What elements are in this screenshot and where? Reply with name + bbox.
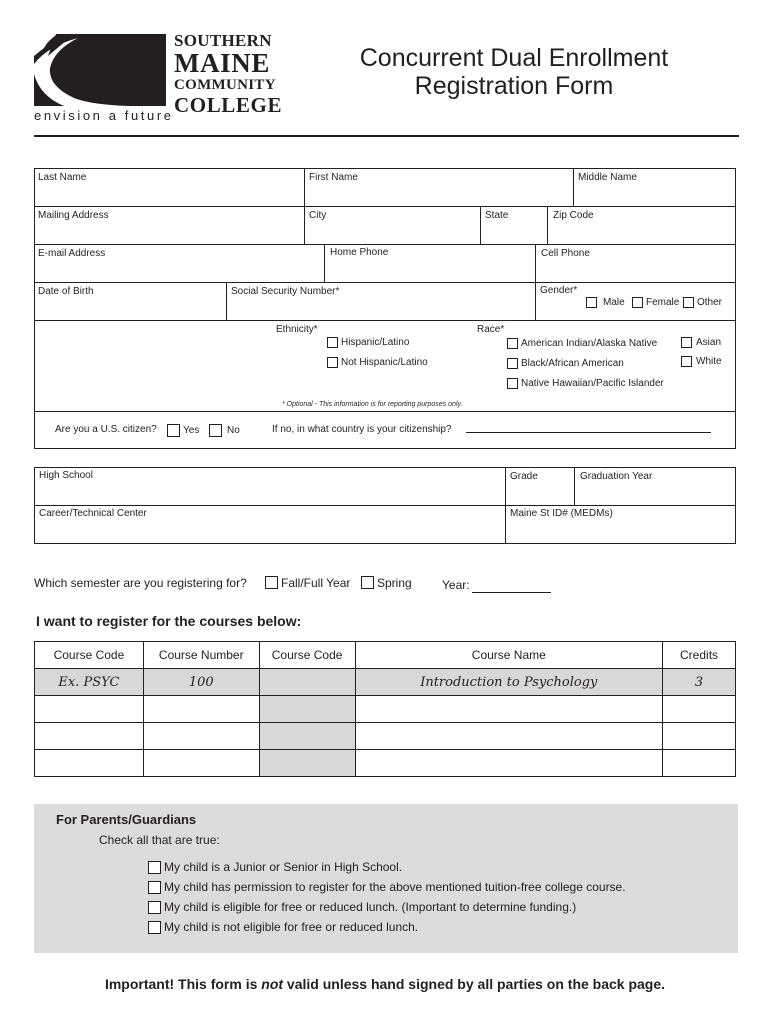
permission-checkbox[interactable] [148,881,161,894]
divider [480,206,481,244]
course-code-cell[interactable] [35,750,144,777]
credits-cell[interactable] [663,723,736,750]
divider [304,168,305,206]
race-native-checkbox[interactable] [507,338,518,349]
parents-heading: For Parents/Guardians [56,812,197,827]
divider [34,320,736,321]
citizen-no-label: No [227,425,240,436]
last-name-field[interactable]: Last Name [38,172,87,183]
important-notice [34,976,736,992]
example-code-2 [259,669,355,696]
course-code-cell[interactable] [35,723,144,750]
course-code-2-cell [259,723,355,750]
hispanic-label: Hispanic/Latino [341,337,410,348]
year-label: Year: [442,578,470,592]
race-white-checkbox[interactable] [681,356,692,367]
course-name-cell[interactable] [355,696,663,723]
example-row [35,669,736,696]
junior-senior-checkbox[interactable] [148,861,161,874]
email-field[interactable]: E-mail Address [38,248,106,259]
ethnicity-label: Ethnicity* [276,324,318,335]
divider [34,282,736,283]
gender-label: Gender* [540,285,578,296]
mailing-address-field[interactable]: Mailing Address [38,210,109,221]
divider [34,505,736,506]
course-number-cell[interactable] [143,696,259,723]
divider [573,168,574,206]
courses-heading: I want to register for the courses below: [36,613,302,629]
career-center-field[interactable]: Career/Technical Center [39,508,147,519]
not-eligible-lunch-checkbox[interactable] [148,921,161,934]
logo-line-maine: MAINE [174,48,270,78]
divider [505,467,506,544]
col-credits: Credits [663,642,736,669]
divider [535,244,536,282]
course-code-2-cell [259,696,355,723]
other-checkbox[interactable] [683,297,694,308]
example-number: 100 [143,669,259,696]
cell-phone-field[interactable]: Cell Phone [541,248,590,259]
home-phone-field[interactable]: Home Phone [330,247,389,258]
race-hawaiian-checkbox[interactable] [507,378,518,389]
citizen-no-checkbox[interactable] [209,424,222,437]
course-name-cell[interactable] [355,750,663,777]
optional-note: * Optional - This information is for reporting purposes only. [282,401,463,408]
col-course-name: Course Name [355,642,663,669]
male-checkbox[interactable] [586,297,597,308]
credits-cell[interactable] [663,696,736,723]
example-code: Ex. PSYC [35,669,144,696]
zip-code-field[interactable]: Zip Code [553,210,594,221]
table-row [35,750,736,777]
page-title [344,44,684,100]
dob-field[interactable]: Date of Birth [38,286,94,297]
college-logo-mark [34,34,166,106]
divider [535,282,536,320]
not-hispanic-checkbox[interactable] [327,357,338,368]
race-label: Race* [477,324,505,335]
spring-label: Spring [377,576,412,590]
divider [34,244,736,245]
col-course-code: Course Code [35,642,144,669]
example-name: Introduction to Psychology [355,669,663,696]
title-line-2: Registration Form [414,72,614,100]
col-course-number: Course Number [143,642,259,669]
year-field[interactable] [472,592,551,593]
first-name-field[interactable]: First Name [309,172,358,183]
citizenship-country-field[interactable] [466,432,711,433]
female-label: Female [646,297,680,308]
other-label: Other [697,297,723,308]
grade-field[interactable]: Grade [510,471,538,482]
notice-post: valid unless hand signed by all parties on the back page. [283,976,666,992]
fall-label: Fall/Full Year [281,576,351,590]
middle-name-field[interactable]: Middle Name [578,172,637,183]
citizen-yes-checkbox[interactable] [167,424,180,437]
divider [547,206,548,244]
credits-cell[interactable] [663,750,736,777]
state-field[interactable]: State [485,210,509,221]
race-hawaiian-label: Native Hawaiian/Pacific Islander [521,378,664,389]
divider [324,244,325,282]
semester-question: Which semester are you registering for? [34,576,247,590]
logo-line-southern: SOUTHERN [174,31,272,50]
divider [574,467,575,505]
logo-line-community: COMMUNITY [174,77,276,93]
maine-id-field[interactable]: Maine St ID# (MEDMs) [510,508,613,519]
hispanic-checkbox[interactable] [327,337,338,348]
parent-item-label: My child has permission to register for the above mentioned tuition-free college course. [164,880,626,894]
spring-checkbox[interactable] [361,576,374,589]
race-black-label: Black/African American [521,358,624,369]
parent-item-label: My child is eligible for free or reduced lunch. (Important to determine funding.) [164,900,577,914]
col-course-code-2: Course Code [259,642,355,669]
course-code-2-cell [259,750,355,777]
female-checkbox[interactable] [632,297,643,308]
race-white-label: White [696,356,722,367]
parent-item-label: My child is not eligible for free or reduced lunch. [164,920,419,934]
title-line-1: Concurrent Dual Enrollment [359,44,669,72]
race-black-checkbox[interactable] [507,358,518,369]
example-credits: 3 [663,669,736,696]
fall-checkbox[interactable] [265,576,278,589]
table-header-row [35,642,736,669]
table-row [35,696,736,723]
citizen-question: Are you a U.S. citizen? [55,424,157,435]
notice-pre: Important! This form is [104,976,262,992]
tagline: envision a future [34,108,174,123]
parents-subheading: Check all that are true: [99,833,220,847]
city-field[interactable]: City [309,210,327,221]
parent-item-label: My child is a Junior or Senior in High School. [164,860,403,874]
divider [34,206,736,207]
not-hispanic-label: Not Hispanic/Latino [341,357,428,368]
college-logo-text [174,32,282,116]
male-label: Male [603,297,625,308]
citizenship-country-question: If no, in what country is your citizenship? [272,424,452,435]
race-asian-label: Asian [696,337,722,348]
logo-line-college: COLLEGE [174,93,283,117]
race-asian-checkbox[interactable] [681,337,692,348]
divider [304,206,305,244]
course-number-cell[interactable] [143,723,259,750]
header-rule [34,135,739,137]
ssn-field[interactable]: Social Security Number* [231,286,340,297]
course-code-cell[interactable] [35,696,144,723]
race-native-label: American Indian/Alaska Native [521,338,658,349]
divider [34,411,736,412]
graduation-year-field[interactable]: Graduation Year [580,471,653,482]
high-school-field[interactable]: High School [39,470,93,481]
course-number-cell[interactable] [143,750,259,777]
notice-emph: not [261,976,284,992]
citizen-yes-label: Yes [183,425,200,436]
table-row [35,723,736,750]
eligible-lunch-checkbox[interactable] [148,901,161,914]
course-name-cell[interactable] [355,723,663,750]
divider [226,282,227,320]
courses-table [34,641,736,777]
